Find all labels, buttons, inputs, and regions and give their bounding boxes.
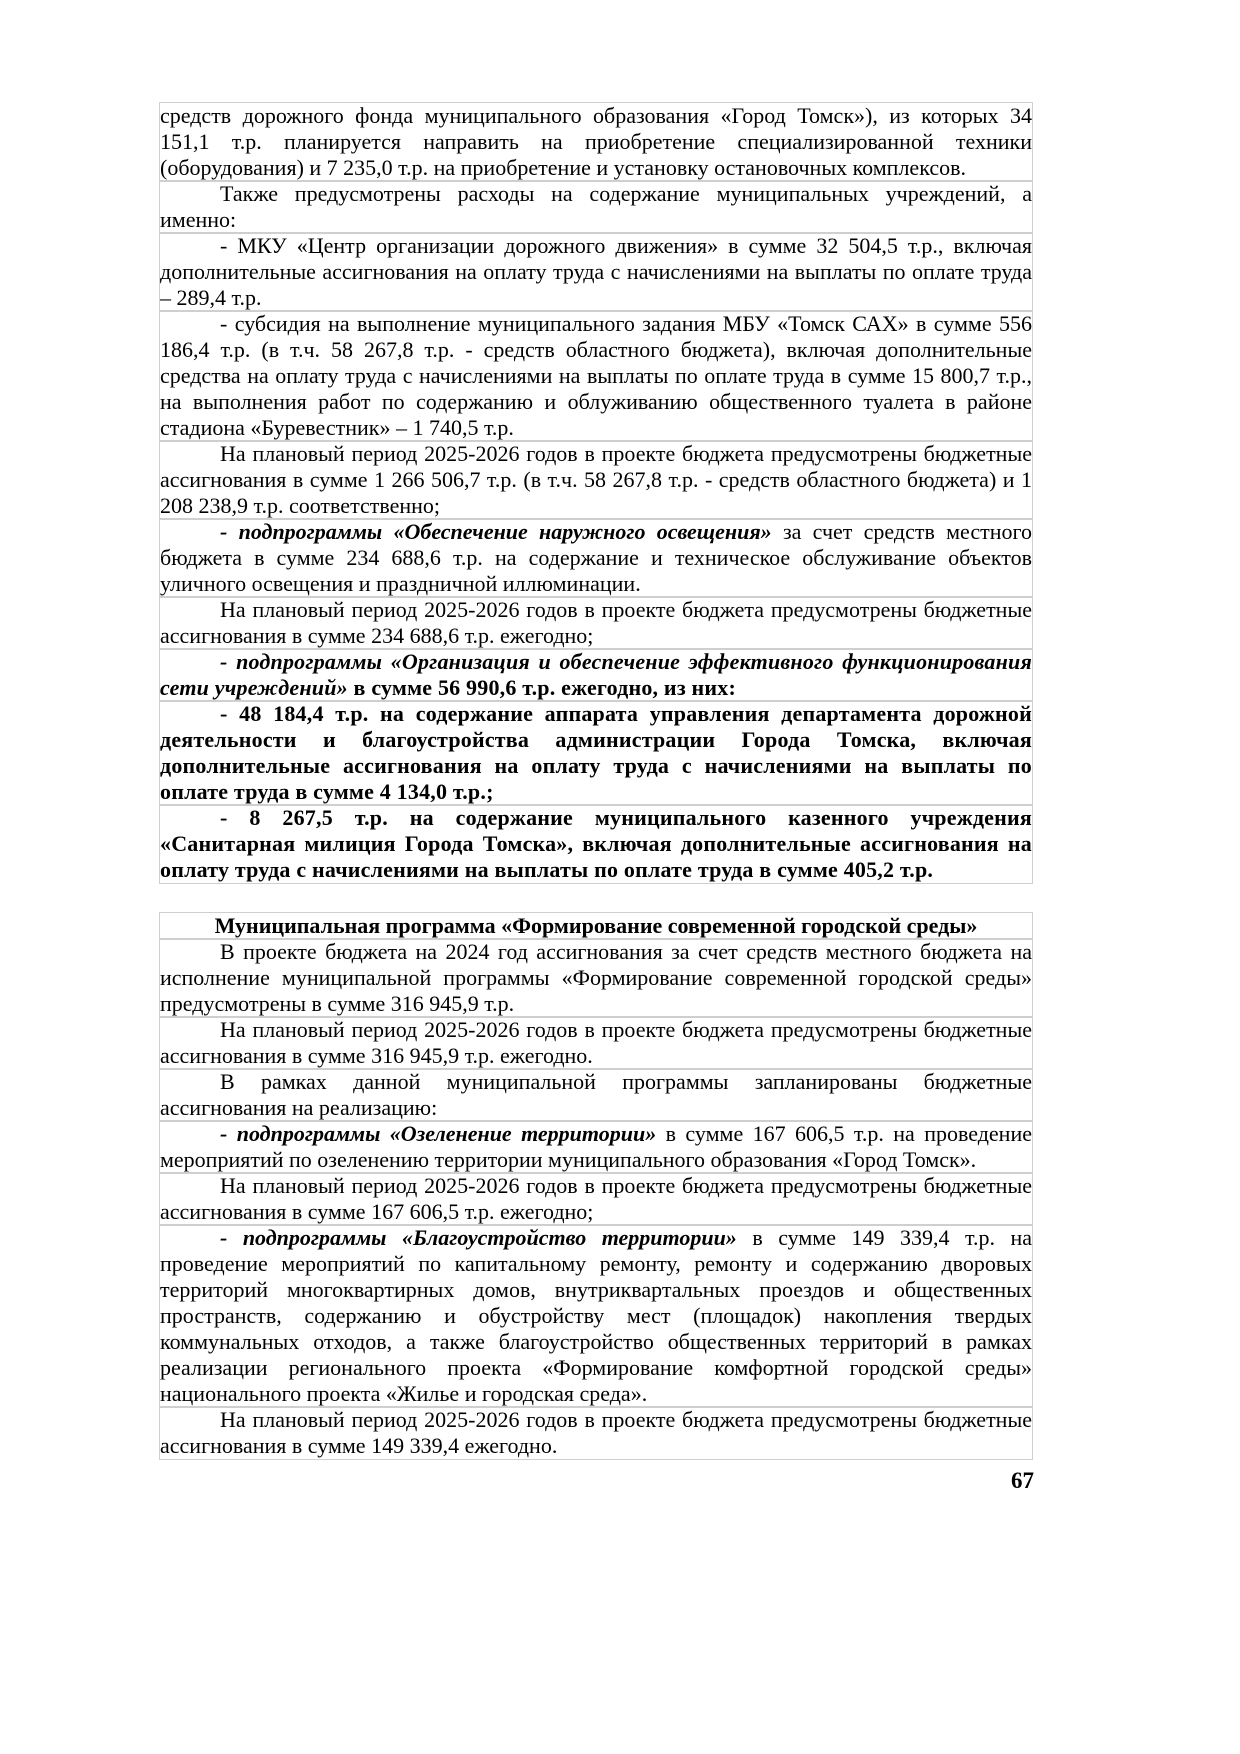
document-content [160, 103, 1032, 1459]
section-heading: Муниципальная программа «Формирование современной городской среды» [160, 913, 1032, 939]
paragraph [160, 597, 1032, 649]
paragraph [160, 519, 1032, 597]
text-run: в сумме 149 339,4 т.р. на проведение мероприятий по капитальному ремонту, ремонту и содержанию дворовых территорий многоквартирных домов, внутриквартальных проездов и общественных пространств, содержанию и обустройству мест (площадок) накопления твердых коммунальных отходов, а также благоустройство общественных территорий в рамках реализации регионального проекта «Формирование комфортной городской среды» национального проекта «Жилье и городская среда». [160, 1225, 1032, 1406]
text-run: - субсидия на выполнение муниципального задания МБУ «Томск САХ» в сумме 556 186,4 т.р. (в т.ч. 58 267,8 т.р. - средств областного бюджета), включая дополнительные средства на оплату труда с начислениями на выплаты по оплате труда в сумме 15 800,7 т.р., на выполнения работ по содержанию и облуживанию общественного туалета в районе стадиона «Буревестник» – 1 740,5 т.р. [160, 311, 1032, 440]
paragraph [160, 1225, 1032, 1407]
paragraph [160, 1121, 1032, 1173]
paragraph [160, 441, 1032, 519]
text-run: средств дорожного фонда муниципального образования «Город Томск»), из которых 34 151,1 т.р. планируется направить на приобретение специализированной техники (оборудования) и 7 235,0 т.р. на приобретение и установку остановочных комплексов. [160, 103, 1032, 180]
subprogram-title-run: - подпрограммы «Организация и обеспечение эффективного функционирования сети учреждений» [160, 649, 1032, 700]
paragraph [160, 1407, 1032, 1459]
paragraph [160, 233, 1032, 311]
paragraph [160, 1173, 1032, 1225]
paragraph [160, 311, 1032, 441]
paragraph [160, 1017, 1032, 1069]
text-run: за счет средств местного бюджета в сумме 234 688,6 т.р. на содержание и техническое обслуживание объектов уличного освещения и праздничной иллюминации. [160, 519, 1032, 596]
subprogram-title-run: - подпрограммы «Благоустройство территории» [220, 1225, 737, 1250]
text-run: На плановый период 2025-2026 годов в проекте бюджета предусмотрены бюджетные ассигнования в сумме 234 688,6 т.р. ежегодно; [160, 597, 1032, 648]
subprogram-title-run: - подпрограммы «Обеспечение наружного освещения» [220, 519, 772, 544]
text-run: - 48 184,4 т.р. на содержание аппарата управления департамента дорожной деятельности и благоустройства администрации Города Томска, включая дополнительные ассигнования на оплату труда с начислениями на выплаты по оплате труда в сумме 4 134,0 т.р.; [160, 701, 1032, 804]
paragraph [160, 181, 1032, 233]
text-run: На плановый период 2025-2026 годов в проекте бюджета предусмотрены бюджетные ассигнования в сумме 316 945,9 т.р. ежегодно. [160, 1017, 1032, 1068]
text-run: На плановый период 2025-2026 годов в проекте бюджета предусмотрены бюджетные ассигнования в сумме 1 266 506,7 т.р. (в т.ч. 58 267,8 т.р. - средств областного бюджета) и 1 208 238,9 т.р. соответственно; [160, 441, 1032, 518]
paragraph [160, 939, 1032, 1017]
text-run: - МКУ «Центр организации дорожного движения» в сумме 32 504,5 т.р., включая дополнительные ассигнования на оплату труда с начислениями на выплаты по оплате труда – 289,4 т.р. [160, 233, 1032, 310]
paragraph [160, 649, 1032, 701]
text-run: В проекте бюджета на 2024 год ассигнования за счет средств местного бюджета на исполнение муниципальной программы «Формирование современной городской среды» предусмотрены в сумме 316 945,9 т.р. [160, 939, 1032, 1016]
text-run: На плановый период 2025-2026 годов в проекте бюджета предусмотрены бюджетные ассигнования в сумме 167 606,5 т.р. ежегодно; [160, 1173, 1032, 1224]
paragraph [160, 1069, 1032, 1121]
paragraph [160, 701, 1032, 805]
page-number: 67 [1011, 1468, 1034, 1493]
paragraph [160, 103, 1032, 181]
text-run: в сумме 56 990,6 т.р. ежегодно, из них: [347, 675, 737, 700]
text-run: В рамках данной муниципальной программы запланированы бюджетные ассигнования на реализацию: [160, 1069, 1032, 1120]
text-run: в сумме 167 606,5 т.р. на проведение мероприятий по озеленению территории муниципального образования «Город Томск». [160, 1121, 1032, 1172]
text-run: На плановый период 2025-2026 годов в проекте бюджета предусмотрены бюджетные ассигнования в сумме 149 339,4 ежегодно. [160, 1407, 1032, 1458]
paragraph [160, 805, 1032, 883]
subprogram-title-run: - подпрограммы «Озеленение территории» [220, 1121, 657, 1146]
text-run: Также предусмотрены расходы на содержание муниципальных учреждений, а именно: [160, 181, 1032, 232]
text-run: - 8 267,5 т.р. на содержание муниципального казенного учреждения «Санитарная милиция Города Томска», включая дополнительные ассигнования на оплату труда с начислениями на выплаты по оплате труда в сумме 405,2 т.р. [160, 805, 1032, 882]
